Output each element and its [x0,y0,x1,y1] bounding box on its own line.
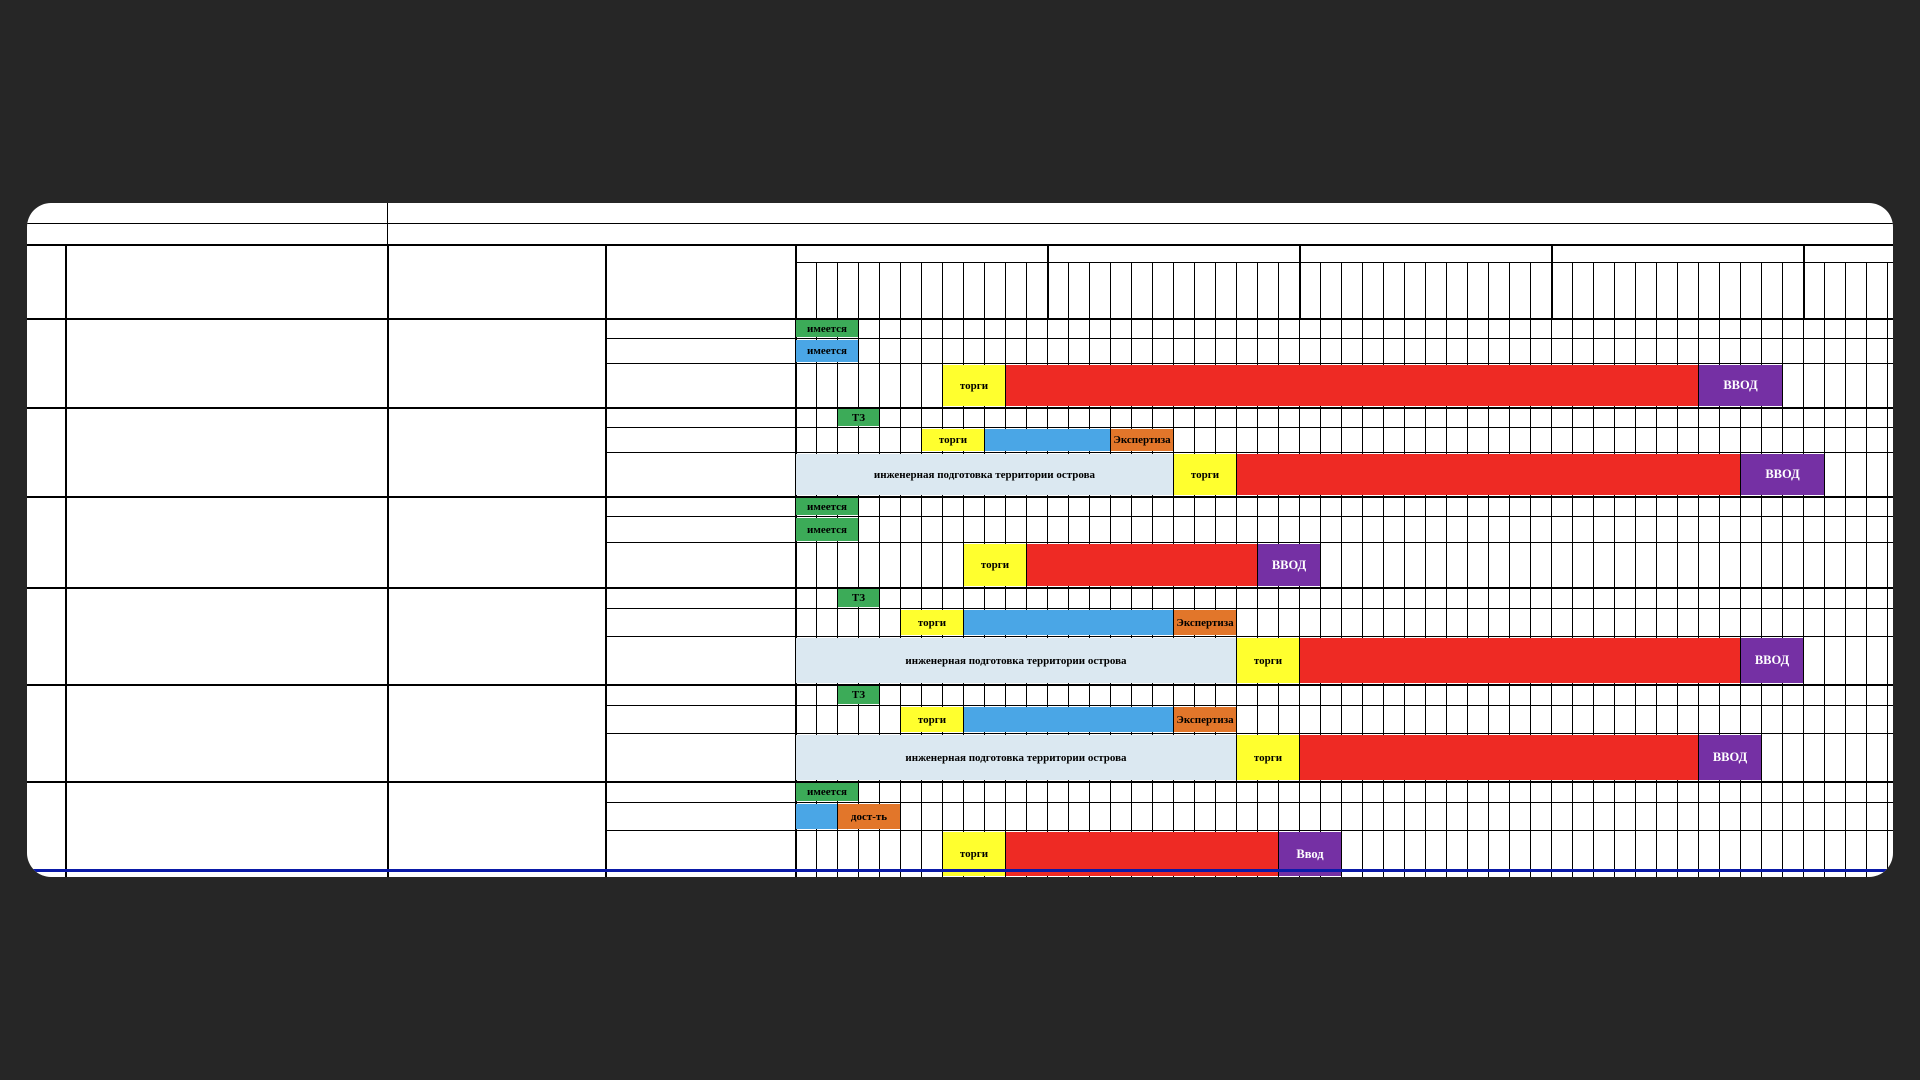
gantt-bar [838,409,879,426]
gantt-bar [1258,544,1320,586]
gantt-bar-label: Экспертиза [1176,713,1234,726]
gantt-bar [922,429,984,451]
gantt-bar-label: торги [959,379,989,392]
gantt-bar [1237,638,1299,683]
month-label [1173,266,1194,314]
gantt-bar [796,320,858,337]
month-label [1488,266,1509,314]
year-row-line [795,262,1893,263]
month-divider [1551,262,1552,877]
month-label [1530,266,1551,314]
row-number [27,407,65,496]
month-divider [1509,262,1510,877]
month-label [1656,266,1677,314]
row-name [68,588,384,683]
gantt-bar-label: инженерная подготовка территории острова [873,468,1096,481]
gantt-bar-label: торги [1253,751,1283,764]
month-label [921,266,942,314]
work-type-label [608,587,792,608]
gantt-bar-label: торги [917,713,947,726]
gantt-bar [796,804,837,829]
gantt-bar-label: Экспертиза [1176,616,1234,629]
gantt-bar-label: торги [1190,468,1220,481]
gantt-bar-label: торги [938,434,968,446]
work-type-label [608,452,792,496]
month-label [1152,266,1173,314]
row-executor [390,782,602,876]
work-type-label [608,733,792,781]
gantt-bar-label: торги [1253,654,1283,667]
work-type-label [608,636,792,684]
month-label [1047,266,1068,314]
gantt-bar-label: имеется [807,523,847,536]
gantt-bar [1237,735,1299,780]
row-executor [390,408,602,495]
year-label [795,244,1047,262]
month-divider [1404,262,1405,877]
row-name [68,497,384,586]
gantt-bar [964,544,1026,586]
month-label [1383,266,1404,314]
month-label [1236,266,1257,314]
gantt-bar-label: ВВОД [1754,653,1790,667]
gantt-bar-label: торги [917,616,947,629]
gantt-bar [901,610,963,635]
month-label [1257,266,1278,314]
work-divider [605,636,1893,637]
gantt-bar [1300,638,1740,683]
work-type-label [608,802,792,830]
month-label [1341,266,1362,314]
row-executor [390,685,602,780]
gantt-bar [1174,454,1236,495]
gantt-bar-label: ТЗ [851,411,866,424]
gantt-bar-label: Ввод [1296,846,1324,861]
month-label [1572,266,1593,314]
gantt-bar-label: имеется [807,322,847,335]
month-label [1320,266,1341,314]
gantt-table [27,203,1893,877]
table-title-line1 [387,203,1893,223]
work-divider [605,733,1893,734]
gantt-bar [838,804,900,829]
month-divider [1887,262,1888,877]
gantt-bar [964,707,1173,732]
month-divider [1446,262,1447,877]
month-label [1404,266,1425,314]
row-name [68,782,384,876]
month-divider [1656,262,1657,877]
month-label [1593,266,1614,314]
month-label [1677,266,1698,314]
month-divider [1341,262,1342,877]
month-divider [1593,262,1594,877]
row-executor [390,497,602,586]
gantt-bar [1027,544,1257,586]
month-label [1110,266,1131,314]
month-label [1089,266,1110,314]
gantt-bar-label: ТЗ [851,689,866,701]
gantt-bar [985,429,1110,451]
gantt-bar-label: ВВОД [1723,378,1758,392]
gantt-bar-label: имеется [807,500,847,513]
gantt-bar [1699,365,1782,406]
work-type-label [608,318,792,338]
gantt-bar-label: инженерная подготовка территории острова [905,751,1127,764]
month-label [1509,266,1530,314]
gantt-bar-label: инженерная подготовка территории острова [905,654,1127,667]
row-executor [390,588,602,683]
month-divider [1383,262,1384,877]
month-label [1005,266,1026,314]
month-label [1761,266,1782,314]
gantt-bar [901,707,963,732]
month-label [1719,266,1740,314]
month-divider [1740,262,1741,877]
gantt-bar-label: имеется [807,345,847,357]
work-type-label [608,705,792,733]
gantt-bar [796,340,858,362]
gantt-bar-label: дост-ть [850,810,888,823]
gantt-bar [796,518,858,541]
month-label [1362,266,1383,314]
table-title-line2 [387,223,1893,243]
month-label [879,266,900,314]
gantt-bar [796,638,1236,683]
year-label [1299,244,1551,262]
work-type-label [608,684,792,705]
month-label [1803,266,1824,314]
month-divider [1761,262,1762,877]
month-divider [1530,262,1531,877]
gantt-bar [796,498,858,515]
month-label [1131,266,1152,314]
month-label [795,266,816,314]
month-label [1026,266,1047,314]
month-divider [1425,262,1426,877]
month-label [1299,266,1320,314]
row-number [27,318,65,407]
row-number [27,781,65,877]
work-type-label [608,542,792,587]
gantt-bar-label: ВВОД [1271,557,1307,572]
gantt-bar [943,365,1005,406]
month-divider [1866,262,1867,877]
header-works [605,244,795,318]
work-type-label [608,496,792,516]
month-label [1278,266,1299,314]
month-divider [1698,262,1699,877]
month-label [1614,266,1635,314]
gantt-bar-label: ВВОД [1765,467,1800,481]
gantt-bar [796,454,1173,495]
work-type-label [608,781,792,802]
month-divider [1719,262,1720,877]
month-label [963,266,984,314]
work-divider [605,338,1893,339]
gantt-bar [838,589,879,607]
work-divider [605,427,1893,428]
year-label [1551,244,1803,262]
row-number [27,587,65,684]
month-label [1467,266,1488,314]
gantt-bar [1174,610,1236,635]
month-divider [942,262,943,877]
gantt-bar-label: ВВОД [1712,750,1748,764]
month-label [1698,266,1719,314]
gantt-bar [1699,735,1761,780]
header-name [65,244,387,318]
gantt-bar-label: торги [959,848,989,860]
month-divider [1677,262,1678,877]
work-divider [605,542,1893,543]
month-label [816,266,837,314]
month-divider [1845,262,1846,877]
month-divider [1488,262,1489,877]
month-label [1215,266,1236,314]
gantt-bar [1237,454,1740,495]
work-divider [605,363,1893,364]
month-label [1635,266,1656,314]
row-name [68,319,384,406]
month-label [1824,266,1845,314]
month-label [1845,266,1866,314]
month-label [1782,266,1803,314]
work-divider [605,830,1893,831]
gantt-bar [1006,365,1698,406]
work-divider [605,452,1893,453]
month-label [1068,266,1089,314]
work-type-label [608,516,792,542]
header-num [27,244,65,318]
header-executor [387,244,605,318]
month-divider [1467,262,1468,877]
month-divider [1635,262,1636,877]
month-divider [921,262,922,877]
work-divider [605,608,1893,609]
row-executor [390,319,602,406]
month-label [837,266,858,314]
gantt-bar [1111,429,1173,451]
row-name [68,685,384,780]
gantt-bar [964,610,1173,635]
month-divider [858,262,859,877]
gantt-bar-label: торги [980,559,1010,571]
row-name [68,408,384,495]
month-divider [1362,262,1363,877]
gantt-bar [796,783,858,801]
gantt-bar-label: ТЗ [851,592,866,604]
work-type-label [608,608,792,636]
month-label [1446,266,1467,314]
work-type-label [608,363,792,407]
month-label [1866,266,1887,314]
month-label [1194,266,1215,314]
gantt-bar-label: имеется [807,786,847,798]
month-divider [900,262,901,877]
month-divider [1782,262,1783,877]
month-divider [1824,262,1825,877]
gantt-bar [1174,707,1236,732]
gantt-bar [1300,735,1698,780]
gantt-bar [1741,454,1824,495]
row-number [27,684,65,781]
month-divider [1320,262,1321,877]
month-label [984,266,1005,314]
row-number [27,496,65,587]
work-type-label [608,338,792,363]
gantt-bar [1741,638,1803,683]
work-divider [605,705,1893,706]
gantt-bar [796,735,1236,780]
year-label [1047,244,1299,262]
month-label [942,266,963,314]
month-divider [1803,262,1804,877]
month-divider [1572,262,1573,877]
work-type-label [608,407,792,427]
gantt-bar [838,686,879,704]
month-label [858,266,879,314]
gantt-bar-label: Экспертиза [1113,434,1171,446]
month-divider [1614,262,1615,877]
grid-line [27,223,1893,224]
work-type-label [608,427,792,452]
schedule-card [27,203,1893,877]
work-divider [605,802,1893,803]
work-divider [605,516,1893,517]
month-label [1425,266,1446,314]
month-label [1551,266,1572,314]
month-label [1740,266,1761,314]
bottom-boundary-line [27,869,1893,872]
month-label [900,266,921,314]
month-divider [879,262,880,877]
